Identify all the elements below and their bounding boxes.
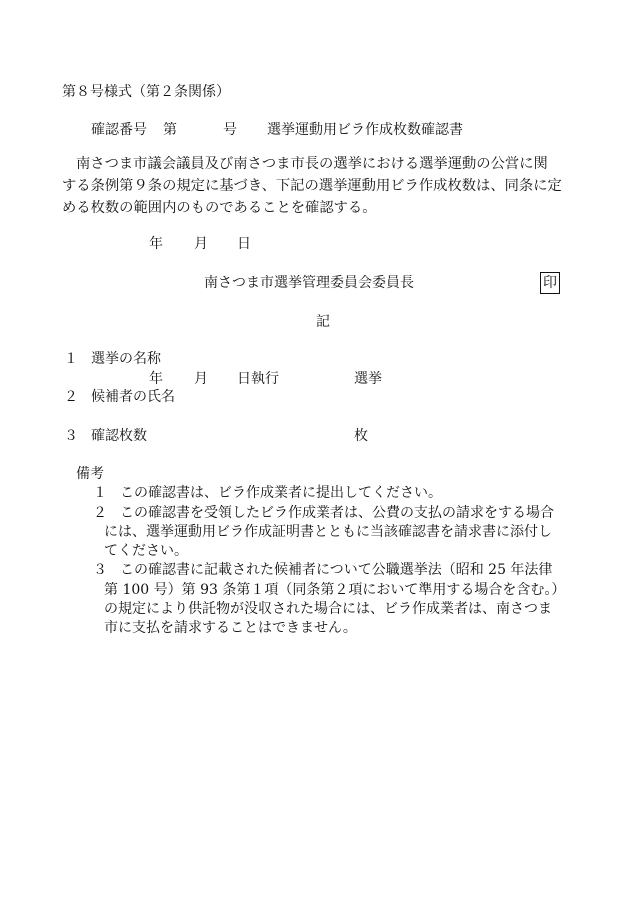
remark-3-number: ３ bbox=[93, 562, 107, 578]
issuer-name: 南さつま市選挙管理委員会委員長 bbox=[204, 275, 414, 291]
intro-line-1: 南さつま市議会議員及び南さつま市長の選挙における選挙運動の公営に関 bbox=[76, 156, 548, 172]
ki-heading: 記 bbox=[316, 314, 330, 330]
number-go: 号 bbox=[223, 122, 237, 138]
remark-2-line-1: この確認書を受領したビラ作成業者は、公費の支払の請求をする場合 bbox=[120, 505, 554, 521]
remark-3-line-3: の規定により供託物が没収された場合には、ビラ作成業者は、南さつま bbox=[104, 601, 552, 617]
confirm-number-label: 確認番号 bbox=[91, 122, 147, 138]
remark-2-line-2: には、選挙運動用ビラ作成証明書とともに当該確認書を請求書に添付し bbox=[104, 524, 552, 540]
item-2-label: 候補者の氏名 bbox=[91, 389, 175, 405]
intro-line-3: める枚数の範囲内のものであることを確認する。 bbox=[62, 200, 377, 216]
seal-mark: 印 bbox=[540, 272, 560, 294]
remark-3-line-4: 市に支払を請求することはできません。 bbox=[104, 620, 357, 636]
remark-2-number: ２ bbox=[93, 505, 107, 521]
remark-3-line-1: この確認書に記載された候補者について公職選挙法（昭和 25 年法律 bbox=[120, 562, 553, 578]
item-1-number: １ bbox=[64, 351, 78, 367]
remark-1-text: この確認書は、ビラ作成業者に提出してください。 bbox=[120, 485, 442, 501]
item-3-number: ３ bbox=[64, 428, 78, 444]
item-1-month: 月 bbox=[194, 371, 208, 387]
number-dai: 第 bbox=[163, 122, 177, 138]
item-3-unit: 枚 bbox=[354, 428, 368, 444]
remark-3-line-2: 第 100 号）第 93 条第１項（同条第２項において準用する場合を含む。） bbox=[104, 582, 566, 598]
remark-2-line-3: てください。 bbox=[104, 543, 188, 559]
item-1-day-exec: 日執行 bbox=[237, 371, 279, 387]
form-label: 第８号様式（第２条関係） bbox=[62, 84, 230, 100]
remark-1-number: １ bbox=[93, 485, 107, 501]
item-1-label: 選挙の名称 bbox=[91, 351, 161, 367]
date-day: 日 bbox=[237, 236, 251, 252]
document-title: 選挙運動用ビラ作成枚数確認書 bbox=[267, 122, 463, 138]
date-year: 年 bbox=[149, 236, 163, 252]
date-month: 月 bbox=[194, 236, 208, 252]
intro-line-2: する条例第９条の規定に基づき、下記の選挙運動用ビラ作成枚数は、同条に定 bbox=[62, 178, 562, 194]
item-3-label: 確認枚数 bbox=[91, 428, 147, 444]
item-2-number: ２ bbox=[64, 389, 78, 405]
item-1-senkyo: 選挙 bbox=[354, 371, 382, 387]
remarks-heading: 備考 bbox=[76, 466, 104, 482]
item-1-year: 年 bbox=[149, 371, 163, 387]
